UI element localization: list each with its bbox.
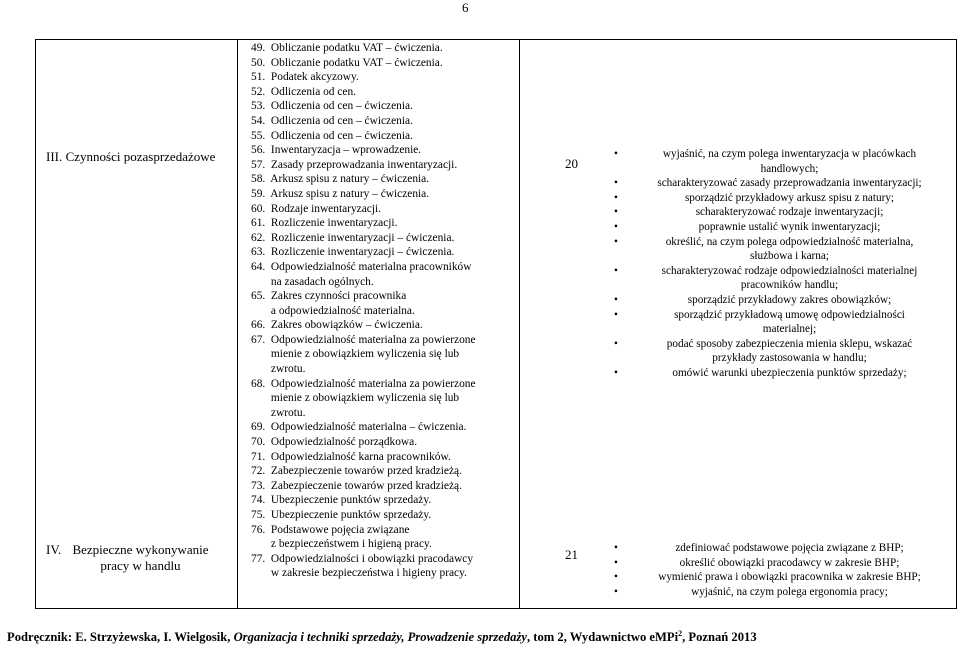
- table-divider-topics: [237, 39, 238, 608]
- section-iii-hours: 20: [565, 156, 578, 171]
- goals-iii-list: [608, 147, 953, 381]
- table-divider-hours: [519, 39, 520, 608]
- goal-text: • omówić warunki ubezpieczenia punktów sprzedaży;: [672, 366, 907, 379]
- section-name: Czynności pozasprzedażowe: [65, 149, 216, 164]
- topic-line: w zakresie bezpieczeństwa i higieny pracy.: [251, 567, 467, 580]
- footer-suffix: , Poznań 2013: [682, 630, 757, 644]
- topic-line: 77. Odpowiedzialności i obowiązki pracodawcy: [251, 552, 474, 565]
- topic-line: 70. Odpowiedzialność porządkowa.: [251, 436, 418, 449]
- topic-line: 60. Rodzaje inwentaryzacji.: [251, 202, 381, 215]
- goal-text: • sporządzić przykładowy zakres obowiązków;: [687, 293, 892, 306]
- goal-text: • scharakteryzować zasady przeprowadzania inwentaryzacji;: [657, 177, 922, 190]
- topic-line: 54. Odliczenia od cen – ćwiczenia.: [251, 114, 413, 127]
- topic-line: zwrotu.: [251, 406, 306, 419]
- topic-line: 50. Obliczanie podatku VAT – ćwiczenia.: [251, 56, 443, 69]
- topic-line: 66. Zakres obowiązków – ćwiczenia.: [251, 319, 423, 332]
- goal-item: [608, 585, 953, 600]
- topic-line: 63. Rozliczenie inwentaryzacji – ćwiczenia.: [251, 246, 455, 259]
- topic-line: 53. Odliczenia od cen – ćwiczenia.: [251, 100, 413, 113]
- goal-text: • scharakteryzować rodzaje odpowiedzialności materialnej: [661, 264, 918, 277]
- goal-item: [608, 366, 953, 381]
- goal-item: [608, 147, 953, 176]
- topic-line: z bezpieczeństwem i higieną pracy.: [251, 538, 432, 551]
- table-border-left: [35, 39, 36, 608]
- goal-text: • zdefiniować podstawowe pojęcia związane z BHP;: [675, 542, 904, 554]
- topic-line: 73. Zabezpieczenie towarów przed kradzieżą.: [251, 479, 462, 492]
- goal-text-continued: materialnej;: [762, 323, 817, 336]
- topic-line: 56. Inwentaryzacja – wprowadzenie.: [251, 144, 422, 157]
- goal-item: [608, 308, 953, 337]
- table-border-right: [956, 39, 957, 608]
- topic-line: 61. Rozliczenie inwentaryzacji.: [251, 217, 398, 230]
- goal-item: [608, 570, 953, 585]
- footer-title: Organizacja i techniki sprzedaży, Prowadzenie sprzedaży: [233, 630, 527, 644]
- footer-middle: , tom 2, Wydawnictwo eMPi: [526, 630, 679, 644]
- page-number: 6: [462, 0, 469, 15]
- section-iv-hours: 21: [565, 547, 578, 562]
- topics-list: [251, 41, 476, 581]
- topic-line: na zasadach ogólnych.: [251, 275, 374, 288]
- topic-line: 76. Podstawowe pojęcia związane: [251, 523, 410, 536]
- topic-line: mienie z obowiązkiem wyliczenia się lub: [251, 392, 460, 405]
- topic-line: 74. Ubezpieczenie punktów sprzedaży.: [251, 494, 432, 507]
- goal-text: • wymienić prawa i obowiązki pracownika w zakresie BHP;: [658, 571, 921, 584]
- topic-line: 69. Odpowiedzialność materialna – ćwiczenia.: [251, 421, 467, 434]
- topic-line: 68. Odpowiedzialność materialna za powierzone: [251, 377, 476, 390]
- topic-line: 49. Obliczanie podatku VAT – ćwiczenia.: [251, 42, 443, 54]
- goal-item: [608, 556, 953, 571]
- goal-text: • wyjaśnić, na czym polega inwentaryzacja w placówkach: [662, 148, 917, 160]
- goal-item: [608, 337, 953, 366]
- topic-line: 58. Arkusz spisu z natury – ćwiczenia.: [251, 173, 430, 186]
- topic-line: 75. Ubezpieczenie punktów sprzedaży.: [251, 509, 432, 521]
- goal-text: • podać sposoby zabezpieczenia mienia sklepu, wskazać: [666, 337, 913, 350]
- topic-line: 67. Odpowiedzialność materialna za powierzone: [251, 333, 476, 346]
- goal-text: • sporządzić przykładową umowę odpowiedzialności: [674, 308, 905, 321]
- topic-line: 72. Zabezpieczenie towarów przed kradzieżą.: [251, 465, 462, 478]
- topic-line: 51. Podatek akcyzowy.: [251, 71, 359, 84]
- goal-item: [608, 205, 953, 220]
- footer-textbook-reference: [7, 629, 757, 645]
- topic-line: 65. Zakres czynności pracownika: [251, 290, 407, 303]
- goal-item: [608, 293, 953, 308]
- footer-prefix: Podręcznik: E. Strzyżewska, I. Wielgosik,: [7, 630, 234, 644]
- goal-item: [608, 235, 953, 264]
- goals-iv-list: [608, 541, 953, 599]
- topic-line: 55. Odliczenia od cen – ćwiczenia.: [251, 129, 413, 142]
- section-number: IV.: [46, 542, 62, 557]
- topic-line: mienie z obowiązkiem wyliczenia się lub: [251, 348, 460, 361]
- goal-text-continued: pracowników handlu;: [740, 279, 839, 292]
- topic-line: 52. Odliczenia od cen.: [251, 85, 357, 98]
- section-number: III.: [46, 149, 63, 164]
- goal-item: [608, 220, 953, 235]
- topic-line: 57. Zasady przeprowadzania inwentaryzacji.: [251, 158, 458, 171]
- goal-text: • scharakteryzować rodzaje inwentaryzacji;: [695, 206, 884, 219]
- goal-text-continued: handlowych;: [760, 162, 819, 175]
- topic-line: zwrotu.: [251, 363, 306, 376]
- goal-text: • wyjaśnić, na czym polega ergonomia pracy;: [691, 585, 888, 598]
- goal-item: [608, 191, 953, 206]
- topic-line: 64. Odpowiedzialność materialna pracowników: [251, 260, 472, 273]
- goal-item: [608, 176, 953, 191]
- topic-line: 71. Odpowiedzialność karna pracowników.: [251, 450, 451, 463]
- footer-sup: 2: [678, 629, 683, 638]
- goal-text: • określić, na czym polega odpowiedzialność materialna,: [665, 235, 914, 248]
- goal-text-continued: służbowa i karna;: [750, 250, 829, 263]
- topic-line: 62. Rozliczenie inwentaryzacji – ćwiczenia.: [251, 231, 455, 244]
- goal-text: • poprawnie ustalić wynik inwentaryzacji;: [698, 220, 881, 233]
- goal-item: [608, 541, 953, 556]
- goal-item: [608, 264, 953, 293]
- section-name: Bezpieczne wykonywanie pracy w handlu: [72, 542, 209, 573]
- topic-line: 59. Arkusz spisu z natury – ćwiczenia.: [251, 187, 430, 200]
- goal-text: • sporządzić przykładowy arkusz spisu z natury;: [684, 191, 895, 204]
- topic-line: a odpowiedzialność materialna.: [251, 304, 415, 317]
- goal-text-continued: przykłady zastosowania w handlu;: [712, 352, 867, 365]
- goal-text: • określić obowiązki pracodawcy w zakresie BHP;: [679, 556, 900, 569]
